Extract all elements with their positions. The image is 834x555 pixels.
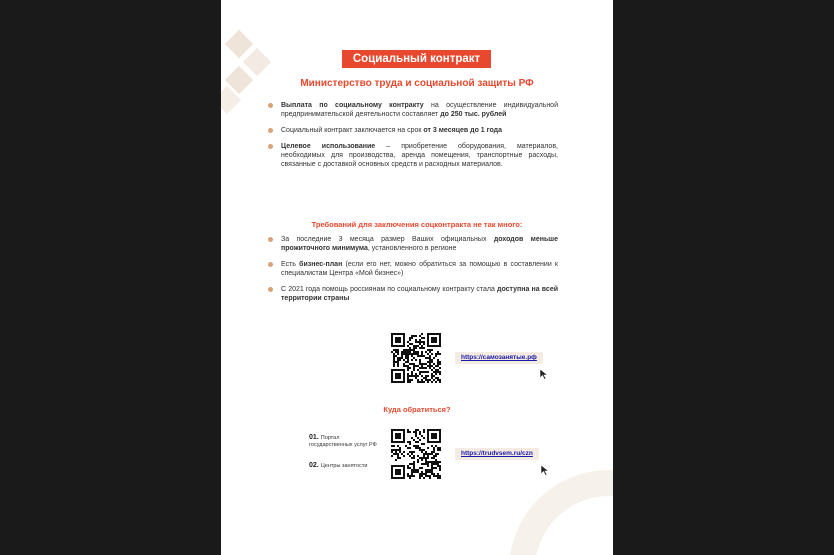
qr-code-samozanyatye[interactable]: [391, 333, 441, 383]
list-item: Есть бизнес-план (если его нет, можно обратиться за помощью в составлении к специалистам Центра «Мой бизнес»): [268, 260, 558, 278]
bullet-icon: [268, 287, 273, 292]
list-item: Социальный контракт заключается на срок от 3 месяцев до 1 года: [268, 126, 558, 135]
qr-code-trudvsem[interactable]: [391, 429, 441, 479]
page-title: Социальный контракт: [342, 50, 491, 68]
bullet-icon: [268, 144, 273, 149]
cursor-icon: [540, 464, 550, 476]
bullet-icon: [268, 237, 273, 242]
list-item: С 2021 года помощь россиянам по социальному контракту стала доступна на всей территории страны: [268, 285, 558, 303]
list-item: За последние 3 месяца размер Ваших официальных доходов меньше прожиточного минимума, установленного в регионе: [268, 235, 558, 253]
where-item-gosuslugi: 01. Портал государственных услуг РФ: [309, 434, 377, 448]
list-item: Выплата по социальному контракту на осуществление индивидуальной предпринимательской деятельности составляет до 250 тыс. рублей: [268, 101, 558, 119]
decor-diamond: [243, 48, 271, 76]
document-page: [221, 0, 613, 555]
decor-diamond: [225, 30, 253, 58]
link-trudvsem[interactable]: https://trudvsem.ru/czn: [455, 448, 539, 460]
list-item: Целевое использование – приобретение оборудования, материалов, необходимых для производства, аренда помещения, транспортные расходы, связанные с доставкой основных средств и расходных материалов.: [268, 142, 558, 169]
bullet-icon: [268, 103, 273, 108]
requirements-title: Требований для заключения соцконтракта не так много:: [311, 220, 523, 229]
cursor-icon: [539, 368, 549, 380]
where-item-employment: 02. Центры занятости: [309, 462, 368, 469]
bullet-icon: [268, 262, 273, 267]
bullet-icon: [268, 128, 273, 133]
decor-arc: [509, 470, 613, 555]
requirements-list: [268, 235, 558, 310]
where-title: Куда обратиться?: [383, 405, 451, 414]
link-samozanyatye[interactable]: https://самозанятые.рф: [455, 352, 543, 364]
info-list: [268, 101, 558, 176]
ministry-subtitle: Министерство труда и социальной защиты РФ: [300, 78, 534, 89]
